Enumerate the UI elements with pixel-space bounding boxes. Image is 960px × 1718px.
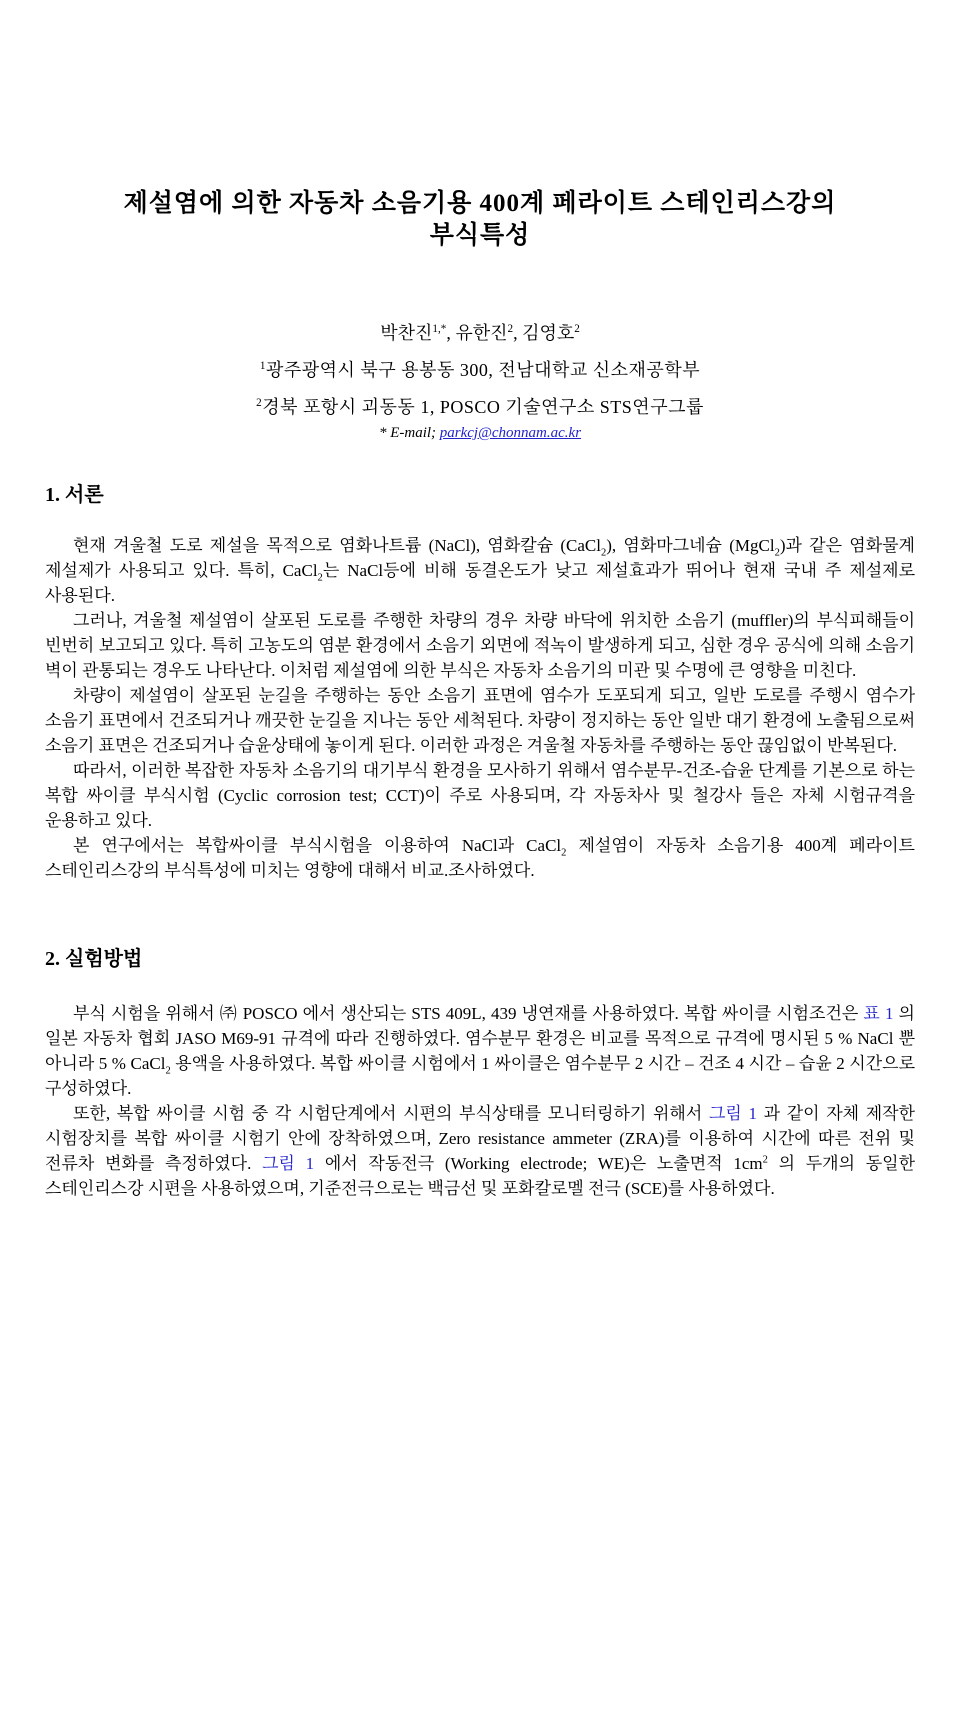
section-experimental-method xyxy=(45,947,915,1201)
paragraph: 부식 시험을 위해서 ㈜ POSCO 에서 생산되는 STS 409L, 439 냉연재를 사용하였다. 복합 싸이클 시험조건은 표 1 의 일본 자동차 협회 JASO M69-91 규격에 따라 진행하였다. 염수분무 환경은 비교를 목적으로 규격에 명시된 5 % NaCl 뿐 아니라 5 % CaCl$_2$ 용액을 사용하였다. 복합 싸이클 시험에서 1 싸이클은 염수분무 2 시간 – 건조 4 시간 – 습윤 2 시간으로 구성하였다. xyxy=(45,1004,915,1098)
email-link[interactable]: parkcj@chonnam.ac.kr xyxy=(439,425,582,441)
ref-figure-1[interactable]: 그림 1 xyxy=(708,1104,757,1123)
paragraph: 현재 겨울철 도로 제설을 목적으로 염화나트륨 (NaCl), 염화칼슘 (CaCl$_2$), 염화마그네슘 (MgCl$_2$)과 같은 염화물계 제설제가 사용되고 있다. 특히, CaCl$_2$는 NaCl등에 비해 동결온도가 낮고 제설효과가 뛰어나 현재 국내 주 제설제로 사용된다. xyxy=(45,536,916,605)
section-2-body xyxy=(45,1001,915,1201)
affiliation-2: $^2$경북 포항시 괴동동 1, POSCO 기술연구소 STS연구그룹 xyxy=(256,397,704,417)
paper-title-line: 부식특성 xyxy=(429,222,531,249)
paragraph: 따라서, 이러한 복잡한 자동차 소음기의 대기부식 환경을 모사하기 위해서 염수분무-건조-습윤 단계를 기본으로 하는 복합 싸이클 부식시험 (Cyclic corrosion test; CCT)이 주로 사용되며, 각 자동차사 및 철강사 들은 자체 시험규격을 운용하고 있다. xyxy=(45,761,915,830)
byline-block xyxy=(45,322,915,443)
paper-title-line: 제설염에 의한 자동차 소음기용 400계 페라이트 스테인리스강의 xyxy=(123,190,837,217)
email-prefix: * E-mail; xyxy=(378,425,440,441)
section-2-heading: 2. 실험방법 xyxy=(45,948,143,970)
document-page xyxy=(0,188,960,1718)
affiliation-1: $^1$광주광역시 북구 용봉동 300, 전남대학교 신소재공학부 xyxy=(259,360,701,380)
section-introduction xyxy=(45,483,915,883)
paper-title xyxy=(45,188,915,252)
authors-line: 박찬진$^{1,*}$, 유한진$^2$, 김영호$^2$ xyxy=(380,323,580,343)
section-1-heading: 1. 서론 xyxy=(45,484,104,506)
ref-figure-1[interactable]: 그림 1 xyxy=(262,1154,315,1173)
section-1-body xyxy=(45,533,915,883)
email-line xyxy=(45,424,915,443)
paragraph: 그러나, 겨울철 제설염이 살포된 도로를 주행한 차량의 경우 차량 바닥에 위치한 소음기 (muffler)의 부식피해들이 빈번히 보고되고 있다. 특히 고농도의 염분 환경에서 소음기 외면에 적녹이 발생하게 되고, 심한 경우 공식에 의해 소음기 벽이 관통되는 경우도 나타난다. 이처럼 제설염에 의한 부식은 자동차 소음기의 미관 및 수명에 큰 영향을 미친다. xyxy=(45,611,915,680)
ref-table-1[interactable]: 표 1 xyxy=(863,1004,894,1023)
paragraph: 또한, 복합 싸이클 시험 중 각 시험단계에서 시편의 부식상태를 모니터링하기 위해서 그림 1 과 같이 자체 제작한 시험장치를 복합 싸이클 시험기 안에 장착하였으며, Zero resistance ammeter (ZRA)를 이용하여 시간에 따른 전위 및 전류차 변화를 측정하였다. 그림 1 에서 작동전극 (Working electrode; WE)은 노출면적 $1cm^2$ 의 두개의 동일한 스테인리스강 시편을 사용하였으며, 기준전극으로는 백금선 및 포화칼로멜 전극 (SCE)를 사용하였다. xyxy=(45,1104,915,1198)
paragraph: 본 연구에서는 복합싸이클 부식시험을 이용하여 NaCl과 CaCl$_2$ 제설염이 자동차 소음기용 400계 페라이트 스테인리스강의 부식특성에 미치는 영향에 대해서 비교.조사하였다. xyxy=(45,836,915,880)
paragraph: 차량이 제설염이 살포된 눈길을 주행하는 동안 소음기 표면에 염수가 도포되게 되고, 일반 도로를 주행시 염수가 소음기 표면에서 건조되거나 깨끗한 눈길을 지나는 동안 세척된다. 차량이 정지하는 동안 일반 대기 환경에 노출됨으로써 소음기 표면은 건조되거나 습윤상태에 놓이게 된다. 이러한 과정은 겨울철 자동차를 주행하는 동안 끊임없이 반복된다. xyxy=(45,686,915,755)
